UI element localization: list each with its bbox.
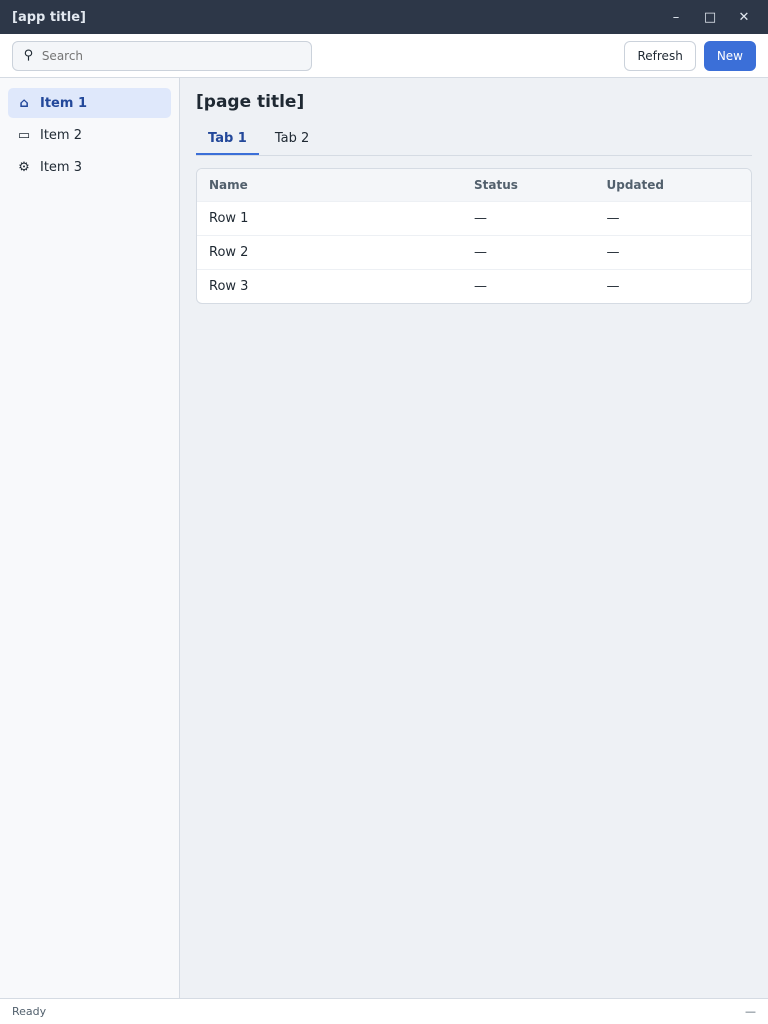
search-input[interactable]: [42, 49, 303, 63]
table-cell: —: [474, 279, 487, 294]
table-row[interactable]: [197, 270, 751, 303]
tab-2[interactable]: Tab 2: [274, 131, 310, 146]
data-table: [196, 168, 752, 304]
table-row[interactable]: [197, 236, 751, 270]
sidebar-item-label: Item 3: [40, 159, 82, 175]
table-cell: Row 1: [209, 211, 249, 226]
title-bar: [0, 0, 768, 34]
sidebar-item-label: Item 1: [40, 95, 87, 111]
sidebar-item-label: Item 2: [40, 127, 82, 143]
gear-icon: ⚙: [18, 159, 30, 175]
tab-1[interactable]: Tab 1: [196, 124, 259, 155]
tab-bar: [196, 124, 752, 156]
column-header[interactable]: Updated: [606, 178, 664, 192]
status-bar: [0, 998, 768, 1024]
table-cell: —: [606, 279, 620, 294]
search-box[interactable]: [12, 41, 312, 71]
maximize-icon[interactable]: □: [703, 9, 717, 25]
table-cell: —: [474, 211, 487, 226]
status-text: Ready: [12, 1005, 47, 1018]
window-title: [app title]: [12, 9, 86, 25]
minimize-icon[interactable]: –: [672, 9, 680, 25]
page-title: [page title]: [196, 92, 305, 112]
sidebar: [0, 78, 180, 998]
search-icon: ⚲: [23, 48, 34, 63]
table-cell: —: [606, 211, 620, 226]
refresh-button[interactable]: Refresh: [624, 41, 695, 71]
table-cell: —: [606, 245, 620, 260]
folder-icon: ▭: [17, 127, 31, 143]
sidebar-item-3[interactable]: [8, 152, 171, 182]
sidebar-item-1[interactable]: [8, 88, 171, 118]
table-row[interactable]: [197, 202, 751, 236]
content-area: [0, 78, 768, 998]
sidebar-item-2[interactable]: [8, 120, 171, 150]
table-cell: Row 2: [209, 245, 249, 260]
home-icon: ⌂: [19, 95, 29, 111]
column-header[interactable]: Name: [209, 178, 248, 192]
table-cell: —: [474, 245, 487, 260]
status-info: —: [745, 1005, 756, 1018]
toolbar: [0, 34, 768, 78]
table-header-row: [197, 169, 751, 202]
close-icon[interactable]: ✕: [738, 9, 750, 25]
table-cell: Row 3: [209, 279, 249, 294]
new-button[interactable]: New: [704, 41, 756, 71]
column-header[interactable]: Status: [474, 178, 518, 192]
main-panel: [180, 78, 768, 998]
